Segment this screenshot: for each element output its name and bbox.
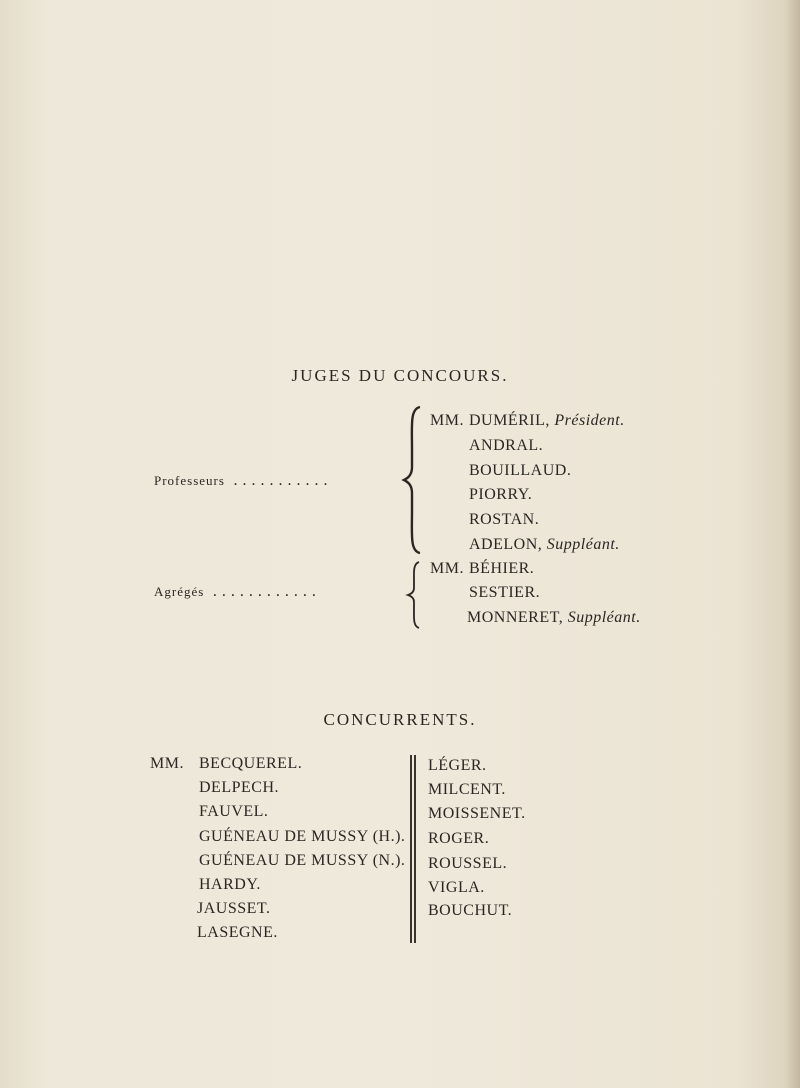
concurrent-right: MILCENT. <box>428 781 506 798</box>
professeurs-brace <box>400 405 426 555</box>
professeur-name: BOUILLAUD. <box>469 462 572 479</box>
professeur-row <box>469 412 625 430</box>
agreges-leaders: . . . . . . . . . . . . <box>212 583 317 600</box>
agrege-role: Suppléant. <box>567 609 641 626</box>
agrege-name: BÉHIER. <box>469 560 535 577</box>
concurrent-right: ROGER. <box>428 830 490 847</box>
professeur-sep: , <box>537 536 547 553</box>
professeur-sep: , <box>545 412 555 429</box>
professeur-row <box>469 536 620 554</box>
concurrent-right: LÉGER. <box>428 757 487 774</box>
agrege-row <box>469 560 534 578</box>
column-divider-left <box>410 755 412 943</box>
professeurs-prefix: MM. <box>430 412 464 429</box>
concurrent-left: JAUSSET. <box>197 900 271 917</box>
agreges-label-row <box>154 583 316 601</box>
professeurs-label: Professeurs <box>154 473 225 488</box>
professeur-name: DUMÉRIL <box>469 412 546 429</box>
professeur-row <box>469 511 539 529</box>
concurrent-left: GUÉNEAU DE MUSSY (N.). <box>199 852 406 869</box>
professeur-role: Président. <box>554 412 625 429</box>
concurrents-prefix: MM. <box>150 755 184 772</box>
page-edge-shadow <box>786 0 800 1088</box>
professeur-row <box>469 486 532 504</box>
professeur-name: PIORRY. <box>469 486 533 503</box>
agreges-label: Agrégés <box>154 584 205 599</box>
agrege-name: SESTIER. <box>469 584 541 601</box>
agreges-prefix: MM. <box>430 560 464 577</box>
concurrent-right: BOUCHUT. <box>428 902 513 919</box>
concurrent-left: LASEGNE. <box>197 924 278 941</box>
professeur-row <box>469 462 571 480</box>
concurrent-left: BECQUEREL. <box>199 755 303 772</box>
agrege-row <box>469 584 540 602</box>
professeur-name: ROSTAN. <box>469 511 540 528</box>
concurrent-left: FAUVEL. <box>199 803 269 820</box>
agrege-sep: , <box>558 609 568 626</box>
professeur-role: Suppléant. <box>546 536 620 553</box>
agreges-brace <box>404 560 424 630</box>
professeur-name: ANDRAL. <box>469 437 544 454</box>
professeur-name: ADELON <box>469 536 538 553</box>
agrege-row <box>467 609 641 627</box>
concurrent-right: MOISSENET. <box>428 805 526 822</box>
concurrent-left: HARDY. <box>199 876 261 893</box>
concurrent-left: GUÉNEAU DE MUSSY (H.). <box>199 828 406 845</box>
concurrent-right: VIGLA. <box>428 879 485 896</box>
concurrent-left: DELPECH. <box>199 779 279 796</box>
professeurs-label-row <box>154 472 328 490</box>
concurrents-heading: CONCURRENTS. <box>323 710 477 729</box>
agrege-name: MONNERET <box>467 609 559 626</box>
concurrent-right: ROUSSEL. <box>428 855 508 872</box>
professeur-row <box>469 437 543 455</box>
professeurs-leaders: . . . . . . . . . . . <box>233 472 328 489</box>
column-divider-right <box>414 755 416 943</box>
juges-heading: JUGES DU CONCOURS. <box>291 366 509 385</box>
